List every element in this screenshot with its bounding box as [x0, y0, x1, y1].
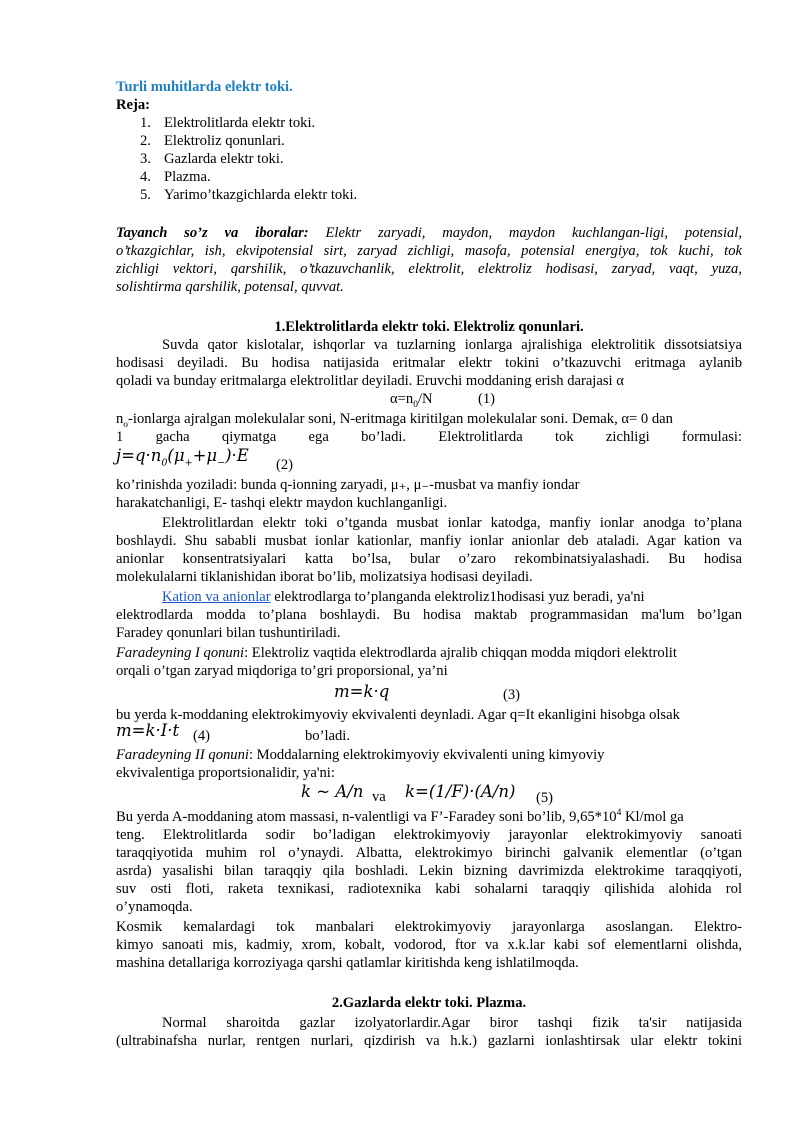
section-heading: 2.Gazlarda elektr toki. Plazma.	[331, 995, 527, 1011]
paragraph-line	[116, 644, 742, 662]
equation-4-tail: bo’ladi.	[305, 728, 350, 744]
paragraph-line: teng. Elektrolitlarda sodir bo’ladigan elektrokimyoviy jarayonlar elektrokimyoviy sanoati	[116, 827, 742, 843]
equation-1	[390, 390, 433, 408]
equation-2-text: +μ	[192, 446, 218, 465]
text-fragment: n	[116, 411, 124, 427]
plan-item-number: 3.	[140, 151, 151, 167]
subscript: o	[123, 419, 129, 430]
paragraph-line: molekulalarni tiklanishidan iborat bo’lib, molizatsiya hodisasi deyiladi.	[116, 569, 533, 585]
plan-item-text: Plazma.	[164, 169, 211, 185]
paragraph-line: Kosmik kemalardagi tok manbalari elektrokimyoviy jarayonlarga asoslangan. Elektro-	[116, 919, 742, 935]
paragraph-line: 1 gacha qiymatga ega bo’ladi. Elektrolitlarda tok zichligi formulasi:	[116, 429, 742, 445]
paragraph-line: o’ynamoqda.	[116, 899, 193, 915]
paragraph-line: boshlaydi. Shu sababli musbat ionlar kationlar, manfiy ionlar anionlar deb ataladi. Agar kation va	[116, 533, 742, 549]
keywords-line	[116, 224, 742, 242]
paragraph-line: hodisasi deyiladi. Bu hodisa natijasida eritmalar elektr tokini o’tkazuvchi eritmaga aylanib	[116, 355, 742, 371]
reja-label: Reja:	[116, 97, 151, 113]
equation-2	[116, 446, 249, 469]
paragraph-line	[162, 588, 742, 606]
superscript: 4	[616, 808, 622, 819]
plan-item-text: Elektrolitlarda elektr toki.	[164, 115, 316, 131]
equation-1-number: (1)	[478, 391, 496, 407]
plan-item	[140, 114, 315, 132]
paragraph-line: harakatchanligi, E- tashqi elektr maydon kuchlanganligi.	[116, 495, 448, 511]
paragraph-line: (ultrabinafsha nurlar, rentgen nurlari, qizdirish va h.k.) gazlarni ionlashtirsak ular elektr tokini	[116, 1033, 742, 1049]
equation-3-number: (3)	[503, 687, 521, 703]
paragraph-line: Elektrolitlardan elektr toki o’tganda musbat ionlar katodga, manfiy ionlar anodga to’plana	[162, 515, 742, 531]
equation-1-subscript: 0	[413, 399, 418, 410]
plan-item-number: 5.	[140, 187, 151, 203]
equation-2-number: (2)	[276, 457, 294, 473]
text-fragment: : Moddalarning elektrokimyoviy ekvivalenti uning kimyoviy	[248, 747, 605, 763]
paragraph-line: ko’rinishda yoziladi: bunda q-ionning zaryadi, μ₊, μ₋-musbat va manfiy iondar	[116, 477, 580, 493]
paragraph-line: mashina detallariga korroziyaga qarshi qatlamlar kiritishda keng ishlatilmoqda.	[116, 955, 579, 971]
text-fragment: : Elektroliz vaqtida elektrodlarda ajralib chiqqan modda miqdori elektrolit	[244, 645, 677, 661]
paragraph-line: suv osti floti, raketa texnikasi, radiotexnika kabi sohalarni taraqqiy qilishida alohida rol	[116, 881, 742, 897]
section-heading: 1.Elektrolitlarda elektr toki. Elektroliz qonunlari.	[274, 319, 584, 335]
text-fragment: Kl/mol ga	[621, 809, 684, 825]
equation-3: m=k·q	[334, 682, 390, 701]
paragraph-line: Faradey qonunlari bilan tushuntiriladi.	[116, 625, 341, 641]
plan-item-number: 2.	[140, 133, 151, 149]
paragraph-line	[116, 410, 742, 428]
paragraph-line: asrda) yasalishi bilan taraqqiy qila boshladi. Lekin bizning davrimizda elektrokime taraqqiyoti,	[116, 863, 742, 879]
paragraph-line: Normal sharoitda gazlar izolyatorlardir.Agar biror tashqi fizik ta'sir natijasida	[162, 1015, 742, 1031]
keywords-line: o’tkazgichlar, ish, ekvipotensial sirt, zaryad zichligi, masofa, potensial energiya, tok kuchi, tok	[116, 243, 742, 259]
paragraph-line: ekvivalentiga proportsionalidir, ya'ni:	[116, 765, 335, 781]
equation-2-subscript: 0	[161, 457, 168, 469]
plan-item-number: 4.	[140, 169, 151, 185]
paragraph-line: elektrodlarda modda to’plana boshlaydi. Bu hodisa maktab programmasidan ma'lum bo’lgan	[116, 607, 742, 623]
equation-2-text: j=q·n	[116, 446, 162, 465]
paragraph-line: anionlar konsentratsiyalari katta bo’lsa, bular o’zaro rekombinatsiyalashadi. Bu hodisa	[116, 551, 742, 567]
text-fragment: elektrodlarga to’planganda elektroliz1hodisasi yuz beradi, ya'ni	[270, 589, 645, 605]
paragraph-line	[116, 746, 742, 764]
kation-anion-link[interactable]: Kation va anionlar	[162, 589, 271, 605]
plan-item	[140, 186, 357, 204]
faraday-law-1-label: Faradeyning I qonuni	[116, 645, 245, 661]
faraday-law-2-label: Faradeyning II qonuni	[116, 747, 249, 763]
text-fragment: -ionlarga ajralgan molekulalar soni, N-eritmaga kiritilgan molekulalar soni. Demak, α= 0 dan	[128, 411, 673, 427]
keywords-line: zichligi vektori, qarshilik, o’tkazuvchanlik, elektrolit, elektroliz hodisasi, zaryad, vaqt, yuza,	[116, 261, 742, 277]
plan-item-text: Yarimo’tkazgichlarda elektr toki.	[164, 187, 358, 203]
plan-item-text: Elektroliz qonunlari.	[164, 133, 285, 149]
paragraph-line	[116, 808, 742, 826]
keywords-label: Tayanch so’z va iboralar:	[116, 225, 309, 241]
paragraph-line: qoladi va bunday eritmalarga elektrolitlar deyiladi. Eruvchi moddaning erish darajasi α	[116, 373, 624, 389]
equation-5b: k=(1/F)·(A/n)	[405, 782, 516, 801]
equation-5-va: va	[372, 789, 386, 805]
document-title: Turli muhitlarda elektr toki.	[116, 79, 293, 95]
text-fragment: Bu yerda A-moddaning atom massasi, n-valentligi va F’-Faradey soni bo’lib, 9,65*10	[116, 809, 617, 825]
equation-2-text: (μ	[167, 446, 185, 465]
paragraph-line: kimyo sanoati mis, kadmiy, xrom, kobalt, vodorod, ftor va x.k.lar kabi sof elementlarni olishda,	[116, 937, 742, 953]
equation-5-number: (5)	[536, 790, 554, 806]
paragraph-line: taraqqiyotida muhim rol o’ynaydi. Albatta, elektrokimyo birinchi galvanik elementlar (o’tgan	[116, 845, 742, 861]
keywords-line: solishtirma qarshilik, potensal, quvvat.	[116, 279, 344, 295]
paragraph-line: orqali o’tgan zaryad miqdoriga to’gri proporsional, ya’ni	[116, 663, 448, 679]
plan-item	[140, 150, 284, 168]
plan-item	[140, 168, 211, 186]
equation-1-text: α=n	[390, 391, 414, 407]
equation-1-tail: /N	[417, 391, 433, 407]
equation-2-subscript: +	[184, 457, 193, 469]
equation-4-number: (4)	[193, 728, 211, 744]
equation-2-text: )·E	[225, 446, 249, 465]
plan-item-number: 1.	[140, 115, 151, 131]
plan-item	[140, 132, 285, 150]
equation-4: m=k·I·t	[116, 721, 180, 740]
paragraph-line: bu yerda k-moddaning elektrokimyoviy ekvivalenti deynladi. Agar q=It ekanligini hisobga olsak	[116, 707, 680, 723]
plan-item-text: Gazlarda elektr toki.	[164, 151, 284, 167]
paragraph-line: Suvda qator kislotalar, ishqorlar va tuzlarning ionlarga ajralishiga elektrolitik dissotsiatsiya	[162, 337, 742, 353]
keywords-text: Elektr zaryadi, maydon, maydon kuchlangan-ligi, potensial,	[308, 225, 742, 241]
equation-5a: k ~ A/n	[301, 782, 364, 801]
equation-2-subscript: −	[217, 457, 226, 469]
